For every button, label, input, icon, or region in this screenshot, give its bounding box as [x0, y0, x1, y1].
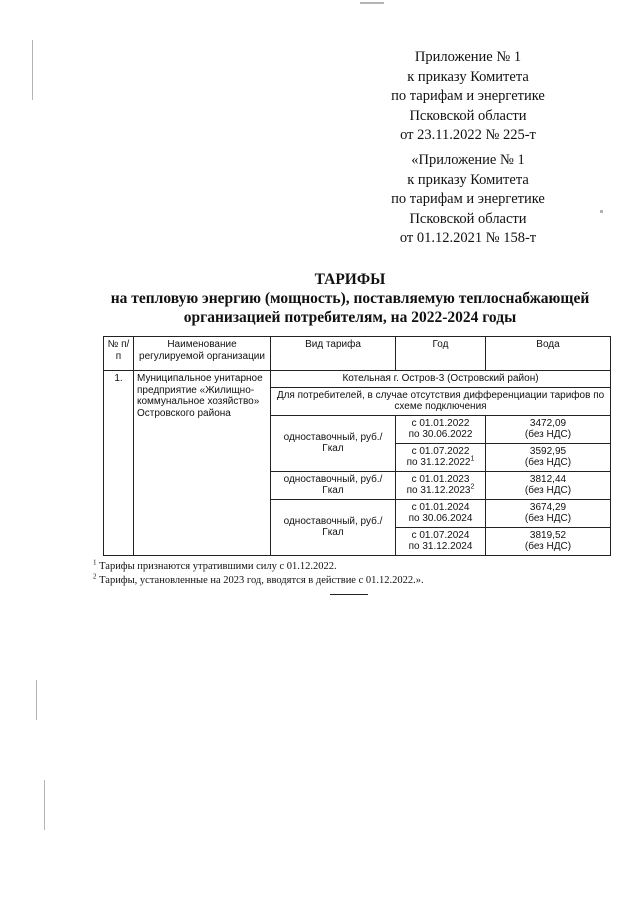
appendix-line: по тарифам и энергетике — [391, 191, 545, 207]
scan-speck — [360, 2, 384, 4]
period-from: с 01.01.2023 — [411, 473, 470, 485]
period-from: с 01.01.2022 — [411, 417, 470, 429]
header-year: Год — [396, 337, 486, 371]
footnotes — [93, 560, 613, 588]
appendix-line: по тарифам и энергетике — [391, 88, 545, 104]
value-cell — [486, 527, 611, 555]
appendix-line: Псковской области — [409, 107, 527, 124]
table-header-row — [104, 337, 611, 371]
tariff-type: одноставочный, руб./Гкал — [271, 415, 396, 471]
scan-speck — [600, 210, 603, 213]
footnote-ref: 1 — [470, 455, 475, 463]
appendix-line: к приказу Комитета — [407, 68, 529, 85]
header-water: Вода — [486, 337, 611, 371]
end-rule — [330, 594, 368, 595]
period-from: с 01.01.2024 — [411, 501, 470, 513]
tariff-value: 3472,09 — [529, 417, 567, 429]
title-heading: ТАРИФЫ — [314, 271, 386, 288]
scan-speck — [32, 40, 33, 100]
vat-note: (без НДС) — [524, 429, 572, 440]
period-to: по 30.06.2022 — [408, 429, 473, 440]
row-number: 1. — [104, 371, 134, 556]
appendix-current-order — [368, 48, 568, 146]
document-title — [70, 270, 630, 327]
title-line: организацией потребителям, на 2022-2024 годы — [183, 309, 517, 326]
appendix-line: от 23.11.2022 № 225-т — [400, 127, 536, 143]
period-to: по 31.12.2023 — [406, 485, 471, 496]
vat-note: (без НДС) — [524, 457, 572, 468]
boiler-name: Котельная г. Остров-3 (Островский район) — [271, 371, 611, 388]
value-cell — [486, 471, 611, 499]
tariff-value: 3674,29 — [529, 501, 567, 513]
period-cell — [396, 415, 486, 443]
title-line: на тепловую энергию (мощность), поставляемую теплоснабжающей — [110, 290, 590, 307]
consumers-note: Для потребителей, в случае отсутствия дифференциации тарифов по схеме подключения — [271, 387, 611, 415]
vat-note: (без НДС) — [524, 485, 572, 496]
appendix-line: «Приложение № 1 — [411, 152, 525, 168]
tariff-table — [103, 336, 611, 556]
period-to: по 31.12.2024 — [408, 541, 473, 552]
value-cell — [486, 415, 611, 443]
vat-note: (без НДС) — [524, 541, 572, 552]
scan-speck — [36, 680, 37, 720]
period-cell — [396, 471, 486, 499]
tariff-value: 3592,95 — [529, 445, 567, 457]
footnote-1 — [93, 560, 613, 574]
period-to: по 31.12.2022 — [406, 457, 471, 468]
period-cell — [396, 527, 486, 555]
header-num: № п/п — [104, 337, 134, 371]
footnote-2 — [93, 574, 613, 588]
period-cell — [396, 443, 486, 471]
appendix-line: от 01.12.2021 № 158-т — [399, 230, 537, 246]
header-organization: Наименование регулируемой организации — [134, 337, 271, 371]
period-to: по 30.06.2024 — [408, 513, 473, 524]
period-from: с 01.07.2022 — [411, 445, 470, 457]
tariff-type: одноставочный, руб./Гкал — [271, 499, 396, 555]
tariff-type: одноставочный, руб./Гкал — [271, 471, 396, 499]
tariff-value: 3812,44 — [529, 473, 567, 485]
period-cell — [396, 499, 486, 527]
appendix-line: к приказу Комитета — [407, 171, 529, 188]
table-row — [104, 371, 611, 388]
footnote-ref: 2 — [470, 483, 475, 491]
footnote-mark: 1 — [93, 558, 97, 567]
tariff-value: 3819,52 — [529, 529, 567, 541]
vat-note: (без НДС) — [524, 513, 572, 524]
organization-name: Муниципальное унитарное предприятие «Жилищно-коммунальное хозяйство» Островского района — [134, 371, 271, 556]
appendix-previous-order — [368, 151, 568, 249]
scan-speck — [44, 780, 45, 830]
footnote-text: Тарифы, установленные на 2023 год, вводятся в действие с 01.12.2022.». — [99, 575, 424, 586]
value-cell — [486, 499, 611, 527]
footnote-text: Тарифы признаются утратившими силу с 01.12.2022. — [99, 561, 337, 572]
period-from: с 01.07.2024 — [411, 529, 470, 541]
appendix-line: Приложение № 1 — [414, 49, 522, 65]
header-tariff-type: Вид тарифа — [271, 337, 396, 371]
footnote-mark: 2 — [93, 572, 97, 581]
value-cell — [486, 443, 611, 471]
appendix-line: Псковской области — [409, 210, 527, 227]
